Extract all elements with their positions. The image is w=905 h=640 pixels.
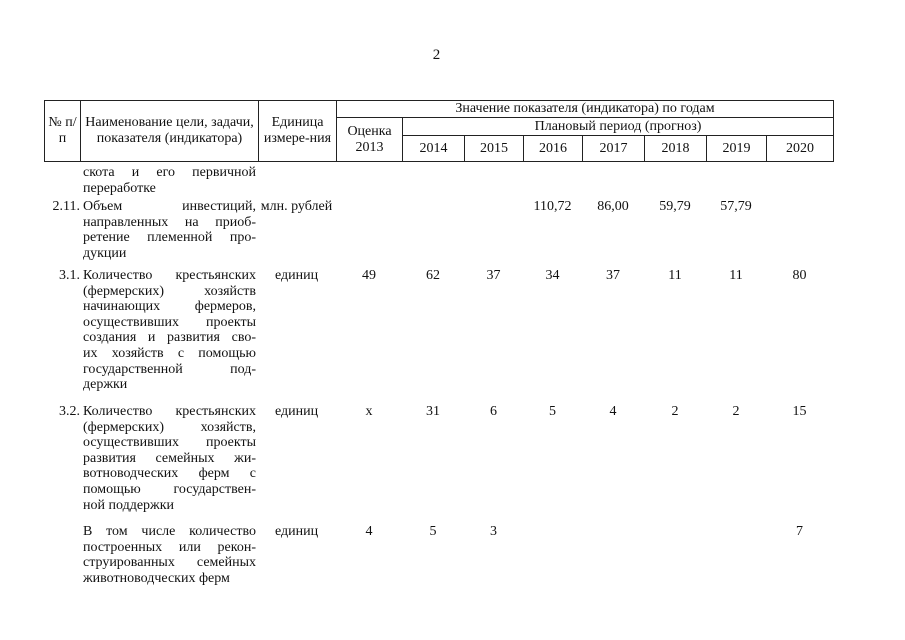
row-name-line: переработке [83, 180, 156, 196]
table-header [44, 100, 834, 162]
row-name-line: их хозяйств с помощью [83, 345, 256, 361]
row-value: 86,00 [597, 199, 629, 214]
row-value: 37 [606, 268, 620, 283]
header-unit: Единица измере-ния [259, 101, 337, 162]
row-name-line: начинающих фермеров, [83, 299, 256, 315]
row-value: 80 [792, 268, 807, 283]
row-number: 2.11. [52, 199, 80, 214]
row-value: 5 [429, 524, 437, 539]
header-year: 2015 [465, 136, 524, 162]
row-name [83, 404, 256, 513]
header-year: 2017 [583, 136, 645, 162]
row-name-line: создания и развития сво- [83, 330, 256, 346]
row-name-line: помощью государствен- [83, 481, 256, 497]
header-num: № п/п [45, 101, 81, 162]
row-name-line: ретение племенной про- [83, 230, 256, 246]
row-name-line: вотноводческих ферм с [83, 466, 256, 482]
row-unit: единиц [274, 524, 319, 539]
row-value: 3 [490, 524, 497, 539]
row-name-line: осуществивших проекты [83, 435, 256, 451]
row-name-line: скота и его первичной [83, 165, 256, 180]
header-values-title: Значение показателя (индикатора) по годам [337, 101, 834, 118]
row-value: 57,79 [720, 199, 752, 214]
row-unit: единиц [274, 268, 319, 283]
row-name-line: (фермерских) хозяйств [83, 283, 256, 299]
row-value: 11 [668, 268, 682, 283]
header-estimate: Оценка 2013 [337, 118, 403, 162]
row-value: 4 [609, 404, 617, 419]
row-value: 2 [732, 404, 740, 419]
row-value: 62 [426, 268, 440, 283]
row-value: 110,72 [533, 199, 572, 214]
row-name-line: осуществивших проекты [83, 314, 256, 330]
row-name-line: (фермерских) хозяйств, [83, 419, 256, 435]
header-year: 2019 [707, 136, 767, 162]
header-plan-period: Плановый период (прогноз) [403, 118, 834, 136]
row-number: 3.2. [59, 404, 80, 419]
row-name [83, 165, 256, 196]
page-number: 2 [432, 47, 441, 63]
header-year: 2016 [524, 136, 583, 162]
row-name [83, 268, 256, 393]
row-value: 37 [486, 268, 501, 283]
row-value: 6 [490, 404, 497, 419]
header-year: 2014 [403, 136, 465, 162]
row-name-line: В том числе количество [83, 524, 256, 539]
row-name-line: построенных или рекон- [83, 539, 256, 555]
row-value: 2 [671, 404, 679, 419]
header-year: 2020 [767, 136, 834, 162]
row-value: 31 [426, 404, 440, 419]
header-year: 2018 [645, 136, 707, 162]
row-name-line: животноводческих ферм [83, 570, 230, 586]
row-name-line: государственной под- [83, 361, 256, 377]
header-name: Наименование цели, задачи, показателя (индикатора) [81, 101, 259, 162]
row-name [83, 524, 256, 586]
row-value: 7 [796, 524, 803, 539]
row-value: 11 [729, 268, 743, 283]
row-value: 34 [545, 268, 560, 283]
row-number: 3.1. [59, 268, 80, 283]
row-name-line: Количество крестьянских [83, 404, 256, 419]
row-value: 15 [792, 404, 807, 419]
row-name-line: ной поддержки [83, 497, 174, 513]
row-name [83, 199, 256, 261]
row-name-line: Объем инвестиций, [83, 199, 256, 214]
row-name-line: держки [83, 377, 128, 393]
row-value: х [365, 404, 373, 419]
row-value: 49 [362, 268, 376, 283]
row-unit: единиц [274, 404, 319, 419]
row-value: 59,79 [659, 199, 691, 214]
row-name-line: струированных семейных [83, 555, 256, 571]
row-value: 5 [549, 404, 556, 419]
row-unit: млн. рублей [260, 199, 333, 214]
row-name-line: развития семейных жи- [83, 450, 256, 466]
row-name-line: Количество крестьянских [83, 268, 256, 283]
row-name-line: направленных на приоб- [83, 214, 256, 230]
row-value: 4 [365, 524, 373, 539]
row-name-line: дукции [83, 245, 127, 261]
